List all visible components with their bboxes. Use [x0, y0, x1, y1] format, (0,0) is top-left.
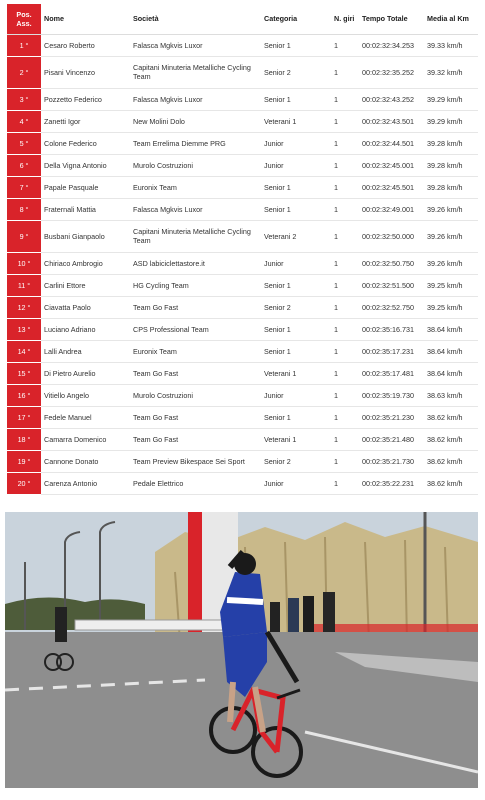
header-media: Media al Km: [427, 14, 469, 24]
cell-pos: 13 °: [7, 318, 41, 340]
cell-nome: Cannone Donato: [41, 450, 130, 472]
cell-tempo: 00:02:32:49.001: [359, 198, 424, 220]
cell-media: 39.33 km/h: [424, 34, 478, 56]
cell-media: 39.26 km/h: [424, 220, 478, 252]
cell-nome: Colone Federico: [41, 132, 130, 154]
cell-categoria: Senior 2: [261, 450, 331, 472]
photo-illustration: [5, 512, 478, 788]
table-row: [7, 34, 478, 56]
cell-media: 38.64 km/h: [424, 340, 478, 362]
cell-nome: Chiriaco Ambrogio: [41, 252, 130, 274]
cell-societa: Falasca Mgkvis Luxor: [130, 88, 261, 110]
cell-societa: Falasca Mgkvis Luxor: [130, 34, 261, 56]
cell-tempo: 00:02:32:45.001: [359, 154, 424, 176]
cell-media: 38.64 km/h: [424, 362, 478, 384]
cell-tempo: 00:02:32:35.252: [359, 56, 424, 88]
table-row: [7, 88, 478, 110]
table-row: [7, 132, 478, 154]
cell-pos: 14 °: [7, 340, 41, 362]
cell-giri: 1: [331, 110, 359, 132]
header-pos: Pos. Ass.: [7, 4, 41, 34]
cell-tempo: 00:02:32:45.501: [359, 176, 424, 198]
table-row: [7, 198, 478, 220]
cell-nome: Zanetti Igor: [41, 110, 130, 132]
table-row: [7, 274, 478, 296]
header-giri: N. giri: [334, 14, 355, 24]
cell-societa: Team Go Fast: [130, 296, 261, 318]
cell-pos: 15 °: [7, 362, 41, 384]
cell-tempo: 00:02:32:52.750: [359, 296, 424, 318]
cell-pos: 17 °: [7, 406, 41, 428]
cell-pos: 9 °: [7, 220, 41, 252]
rider-helmet: [234, 553, 256, 575]
cell-tempo: 00:02:32:43.252: [359, 88, 424, 110]
cell-giri: 1: [331, 362, 359, 384]
cell-societa: Team Go Fast: [130, 428, 261, 450]
header-categoria: Categoria: [264, 14, 298, 24]
results-table: [7, 4, 478, 495]
table-row: [7, 56, 478, 88]
cell-societa: Euronix Team: [130, 176, 261, 198]
header-tempo: Tempo Totale: [362, 14, 408, 24]
cell-media: 39.32 km/h: [424, 56, 478, 88]
table-header-row: [7, 4, 478, 34]
cell-societa: Falasca Mgkvis Luxor: [130, 198, 261, 220]
cell-media: 39.25 km/h: [424, 274, 478, 296]
cell-societa: Murolo Costruzioni: [130, 384, 261, 406]
cell-giri: 1: [331, 318, 359, 340]
cell-giri: 1: [331, 252, 359, 274]
table-row: [7, 252, 478, 274]
cell-nome: Lalli Andrea: [41, 340, 130, 362]
table-row: [7, 176, 478, 198]
cell-nome: Della Vigna Antonio: [41, 154, 130, 176]
cell-giri: 1: [331, 220, 359, 252]
cell-tempo: 00:02:35:21.730: [359, 450, 424, 472]
cell-media: 39.28 km/h: [424, 154, 478, 176]
cell-categoria: Senior 2: [261, 296, 331, 318]
cell-nome: Camarra Domenico: [41, 428, 130, 450]
header-nome: Nome: [44, 14, 64, 24]
cell-tempo: 00:02:35:21.480: [359, 428, 424, 450]
race-finish-photo: [5, 512, 478, 788]
cell-categoria: Junior: [261, 384, 331, 406]
background-rider: [55, 607, 67, 642]
cell-giri: 1: [331, 88, 359, 110]
cell-nome: Carlini Ettore: [41, 274, 130, 296]
table-row: [7, 110, 478, 132]
cell-societa: HG Cycling Team: [130, 274, 261, 296]
cell-pos: 3 °: [7, 88, 41, 110]
cell-media: 38.62 km/h: [424, 450, 478, 472]
cell-nome: Cesaro Roberto: [41, 34, 130, 56]
cell-nome: Di Pietro Aurelio: [41, 362, 130, 384]
cell-societa: Capitani Minuteria Metalliche Cycling Team: [130, 220, 261, 252]
cell-societa: Capitani Minuteria Metalliche Cycling Team: [130, 56, 261, 88]
cell-tempo: 00:02:35:17.231: [359, 340, 424, 362]
cell-societa: Team Go Fast: [130, 406, 261, 428]
cell-nome: Busbani Gianpaolo: [41, 220, 130, 252]
cell-categoria: Veterani 1: [261, 110, 331, 132]
cell-giri: 1: [331, 274, 359, 296]
cell-pos: 1 °: [7, 34, 41, 56]
cell-nome: Pisani Vincenzo: [41, 56, 130, 88]
cell-categoria: Senior 1: [261, 34, 331, 56]
cell-tempo: 00:02:35:16.731: [359, 318, 424, 340]
cell-nome: Pozzetto Federico: [41, 88, 130, 110]
cell-categoria: Veterani 2: [261, 220, 331, 252]
cell-categoria: Junior: [261, 154, 331, 176]
cell-pos: 11 °: [7, 274, 41, 296]
cell-pos: 2 °: [7, 56, 41, 88]
cell-societa: ASD labiciclettastore.it: [130, 252, 261, 274]
cell-tempo: 00:02:32:44.501: [359, 132, 424, 154]
cell-societa: Murolo Costruzioni: [130, 154, 261, 176]
cell-giri: 1: [331, 406, 359, 428]
cell-categoria: Senior 1: [261, 198, 331, 220]
cell-media: 39.28 km/h: [424, 132, 478, 154]
cell-giri: 1: [331, 384, 359, 406]
cell-categoria: Senior 1: [261, 176, 331, 198]
cell-societa: Team Preview Bikespace Sei Sport: [130, 450, 261, 472]
cell-nome: Fraternali Mattia: [41, 198, 130, 220]
cell-tempo: 00:02:32:51.500: [359, 274, 424, 296]
cell-media: 38.62 km/h: [424, 406, 478, 428]
cell-pos: 6 °: [7, 154, 41, 176]
cell-categoria: Senior 1: [261, 406, 331, 428]
cell-nome: Fedele Manuel: [41, 406, 130, 428]
cell-societa: Euronix Team: [130, 340, 261, 362]
cell-giri: 1: [331, 34, 359, 56]
table-row: [7, 406, 478, 428]
table-row: [7, 340, 478, 362]
cell-categoria: Senior 1: [261, 340, 331, 362]
table-row: [7, 318, 478, 340]
cell-tempo: 00:02:35:22.231: [359, 472, 424, 494]
cell-societa: Team Errelima Diemme PRG: [130, 132, 261, 154]
cell-pos: 19 °: [7, 450, 41, 472]
cell-categoria: Senior 1: [261, 88, 331, 110]
cell-media: 39.26 km/h: [424, 252, 478, 274]
table-row: [7, 450, 478, 472]
header-societa: Società: [133, 14, 159, 24]
table-row: [7, 220, 478, 252]
cell-nome: Papale Pasquale: [41, 176, 130, 198]
cell-categoria: Senior 1: [261, 318, 331, 340]
rider-jersey-band: [227, 600, 263, 602]
cell-giri: 1: [331, 340, 359, 362]
cell-pos: 16 °: [7, 384, 41, 406]
cell-pos: 4 °: [7, 110, 41, 132]
table-row: [7, 362, 478, 384]
cell-giri: 1: [331, 450, 359, 472]
cell-pos: 10 °: [7, 252, 41, 274]
table-row: [7, 384, 478, 406]
cell-nome: Ciavatta Paolo: [41, 296, 130, 318]
cell-pos: 8 °: [7, 198, 41, 220]
cell-tempo: 00:02:32:43.501: [359, 110, 424, 132]
cell-media: 39.29 km/h: [424, 110, 478, 132]
cell-giri: 1: [331, 198, 359, 220]
cell-tempo: 00:02:32:50.000: [359, 220, 424, 252]
cell-pos: 7 °: [7, 176, 41, 198]
cell-giri: 1: [331, 132, 359, 154]
cell-giri: 1: [331, 296, 359, 318]
cell-pos: 5 °: [7, 132, 41, 154]
cell-giri: 1: [331, 56, 359, 88]
table-row: [7, 296, 478, 318]
cell-societa: Pedale Elettrico: [130, 472, 261, 494]
cell-tempo: 00:02:35:21.230: [359, 406, 424, 428]
cell-media: 39.25 km/h: [424, 296, 478, 318]
cell-societa: CPS Professional Team: [130, 318, 261, 340]
cell-nome: Carenza Antonio: [41, 472, 130, 494]
cell-categoria: Junior: [261, 132, 331, 154]
cell-giri: 1: [331, 428, 359, 450]
table-row: [7, 154, 478, 176]
cell-categoria: Veterani 1: [261, 362, 331, 384]
cell-tempo: 00:02:35:17.481: [359, 362, 424, 384]
cell-categoria: Junior: [261, 252, 331, 274]
cell-media: 39.29 km/h: [424, 88, 478, 110]
cell-media: 38.63 km/h: [424, 384, 478, 406]
table-row: [7, 472, 478, 494]
cell-tempo: 00:02:35:19.730: [359, 384, 424, 406]
cell-nome: Vitiello Angelo: [41, 384, 130, 406]
cell-media: 38.62 km/h: [424, 472, 478, 494]
cell-giri: 1: [331, 472, 359, 494]
cell-giri: 1: [331, 154, 359, 176]
cell-pos: 20 °: [7, 472, 41, 494]
cell-media: 38.62 km/h: [424, 428, 478, 450]
table-row: [7, 428, 478, 450]
cell-pos: 12 °: [7, 296, 41, 318]
cell-tempo: 00:02:32:34.253: [359, 34, 424, 56]
cell-tempo: 00:02:32:50.750: [359, 252, 424, 274]
cell-media: 39.28 km/h: [424, 176, 478, 198]
cell-giri: 1: [331, 176, 359, 198]
cell-societa: New Molini Dolo: [130, 110, 261, 132]
cell-pos: 18 °: [7, 428, 41, 450]
cell-media: 38.64 km/h: [424, 318, 478, 340]
cell-categoria: Senior 2: [261, 56, 331, 88]
cell-nome: Luciano Adriano: [41, 318, 130, 340]
cell-categoria: Veterani 1: [261, 428, 331, 450]
cell-categoria: Senior 1: [261, 274, 331, 296]
cell-categoria: Junior: [261, 472, 331, 494]
cell-media: 39.26 km/h: [424, 198, 478, 220]
cell-societa: Team Go Fast: [130, 362, 261, 384]
